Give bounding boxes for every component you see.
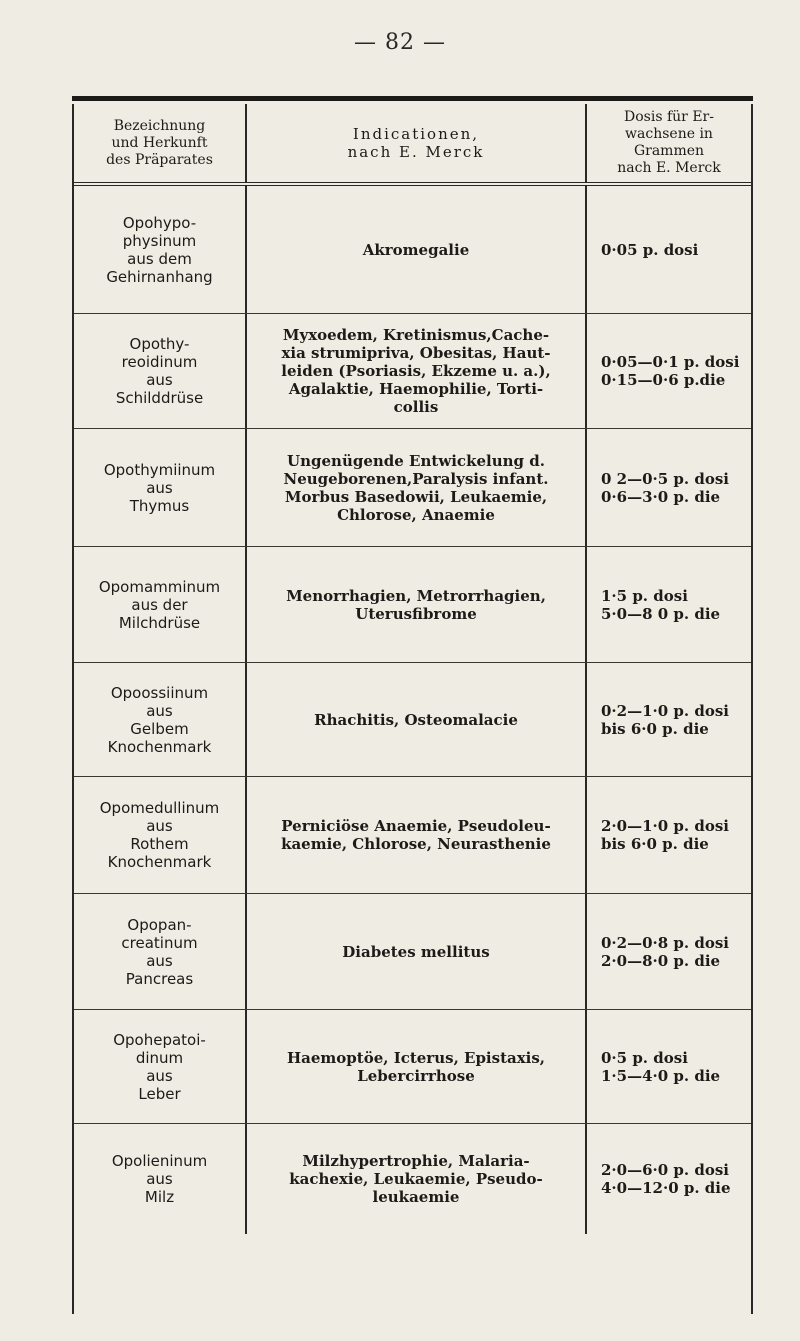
row-indications: Myxoedem, Kretinismus,Cache- xia strumipriva, Obesitas, Haut- leiden (Psoriasis, Ekzeme u. a.), Agalaktie, Haemophilie, Torti- collis [247,314,587,428]
row-dose: 0·05 p. dosi [601,240,699,259]
header-indications: Indicationen, nach E. Merck [247,104,587,182]
row-dose: 0·2—0·8 p. dosi 2·0—8·0 p. die [601,933,729,970]
table-row [74,547,751,663]
table-row [74,186,751,314]
row-indications: Haemoptöe, Icterus, Epistaxis, Lebercirrhose [247,1010,587,1123]
table-row [74,663,751,777]
row-indications: Milzhypertrophie, Malaria- kachexie, Leukaemie, Pseudo- leukaemie [247,1124,587,1234]
row-indications: Ungenügende Entwickelung d. Neugeborenen,Paralysis infant. Morbus Basedowii, Leukaemie, Chlorose, Anaemie [247,429,587,546]
row-name: Opopan- creatinum aus Pancreas [74,894,247,1009]
table-row [74,1010,751,1124]
row-name: Opothy- reoidinum aus Schilddrüse [74,314,247,428]
page-number: — 82 — [354,30,446,55]
header-dose: Dosis für Er- wachsene in Grammen nach E. Merck [617,109,721,176]
table-row [74,894,751,1010]
row-dose: 0·2—1·0 p. dosi bis 6·0 p. die [601,701,729,738]
row-dose: 0 2—0·5 p. dosi 0·6—3·0 p. die [601,469,729,506]
table-row [74,1124,751,1234]
table-row [74,429,751,547]
row-name: Opoossiinum aus Gelbem Knochenmark [74,663,247,776]
row-indications: Diabetes mellitus [247,894,587,1009]
table-header-row [74,104,751,186]
preparations-table [72,104,753,1314]
row-name: Opohepatoi- dinum aus Leber [74,1010,247,1123]
row-dose: 2·0—6·0 p. dosi 4·0—12·0 p. die [601,1161,731,1197]
row-dose: 2·0—1·0 p. dosi bis 6·0 p. die [601,817,729,853]
row-indications: Menorrhagien, Metrorrhagien, Uterusfibrome [247,547,587,662]
table-row [74,777,751,894]
row-dose: 0·5 p. dosi 1·5—4·0 p. die [601,1048,721,1085]
row-name: Opomedullinum aus Rothem Knochenmark [74,777,247,893]
row-name: Opolieninum aus Milz [74,1124,247,1234]
row-name: Opothymiinum aus Thymus [74,429,247,546]
row-name: Opomamminum aus der Milchdrüse [74,547,247,662]
row-dose: 0·05—0·1 p. dosi 0·15—0·6 p.die [601,353,740,389]
row-indications: Akromegalie [247,186,587,313]
row-dose: 1·5 p. dosi 5·0—8 0 p. die [601,586,721,623]
row-indications: Perniciöse Anaemie, Pseudoleu- kaemie, Chlorose, Neurasthenie [247,777,587,893]
row-indications: Rhachitis, Osteomalacie [247,663,587,776]
table-top-rule [72,96,753,101]
table-row [74,314,751,429]
header-name: Bezeichnung und Herkunft des Präparates [74,104,247,182]
row-name: Opohypo- physinum aus dem Gehirnanhang [74,186,247,313]
